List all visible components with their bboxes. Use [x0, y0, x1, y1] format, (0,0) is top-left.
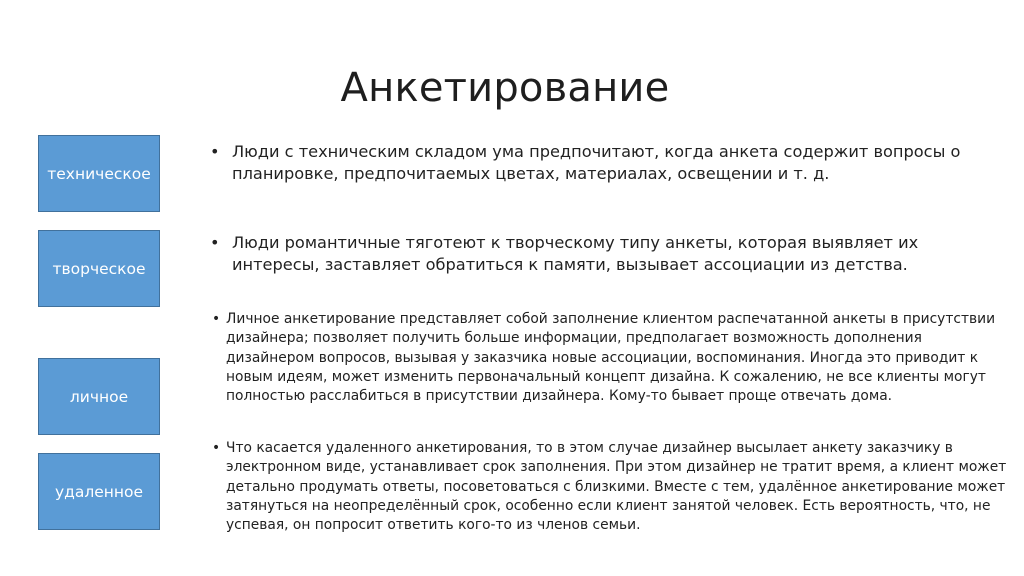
bullet-text: Что касается удаленного анкетирования, то в этом случае дизайнер высылает анкету заказчику в электронном виде, устанавливает срок заполнения. При этом дизайнер не тратит время, а клиент может детально продумать ответы, посоветоваться с близкими. Вместе с тем, удалённое анкетирование может затянуться на неопределённый срок, особенно если клиент занятой человек. Есть вероятность, что, не успевая, он попросит ответить кого-то из членов семьи.: [226, 440, 1007, 534]
bullet-creative: [210, 232, 990, 276]
bullet-remote: [212, 439, 1012, 535]
bullet-marker: •: [212, 311, 221, 327]
slide-title: Анкетирование: [340, 65, 670, 111]
bullet-marker: •: [212, 440, 221, 456]
tag-personal: личное: [38, 358, 160, 435]
bullet-marker: •: [210, 142, 220, 161]
bullet-technical: [210, 141, 990, 185]
bullet-text: Люди романтичные тяготеют к творческому типу анкеты, которая выявляет их интересы, заставляет обратиться к памяти, вызывает ассоциации из детства.: [232, 233, 919, 274]
tag-remote: удаленное: [38, 453, 160, 530]
bullet-personal: [212, 310, 1012, 406]
bullet-marker: •: [210, 233, 220, 252]
tag-creative: творческое: [38, 230, 160, 307]
tag-technical: техническое: [38, 135, 160, 212]
bullet-text: Личное анкетирование представляет собой заполнение клиентом распечатанной анкеты в присутствии дизайнера; позволяет получить больше информации, предполагает возможность дополнения дизайнером вопросов, вызывая у заказчика новые ассоциации, воспоминания. Иногда это приводит к новым идеям, может изменить первоначальный концепт дизайна. К сожалению, не все клиенты могут полностью расслабиться в присутствии дизайнера. Кому-то бывает проще отвечать дома.: [226, 311, 996, 405]
bullet-text: Люди с техническим складом ума предпочитают, когда анкета содержит вопросы о планировке, предпочитаемых цветах, материалах, освещении и т. д.: [232, 142, 961, 183]
